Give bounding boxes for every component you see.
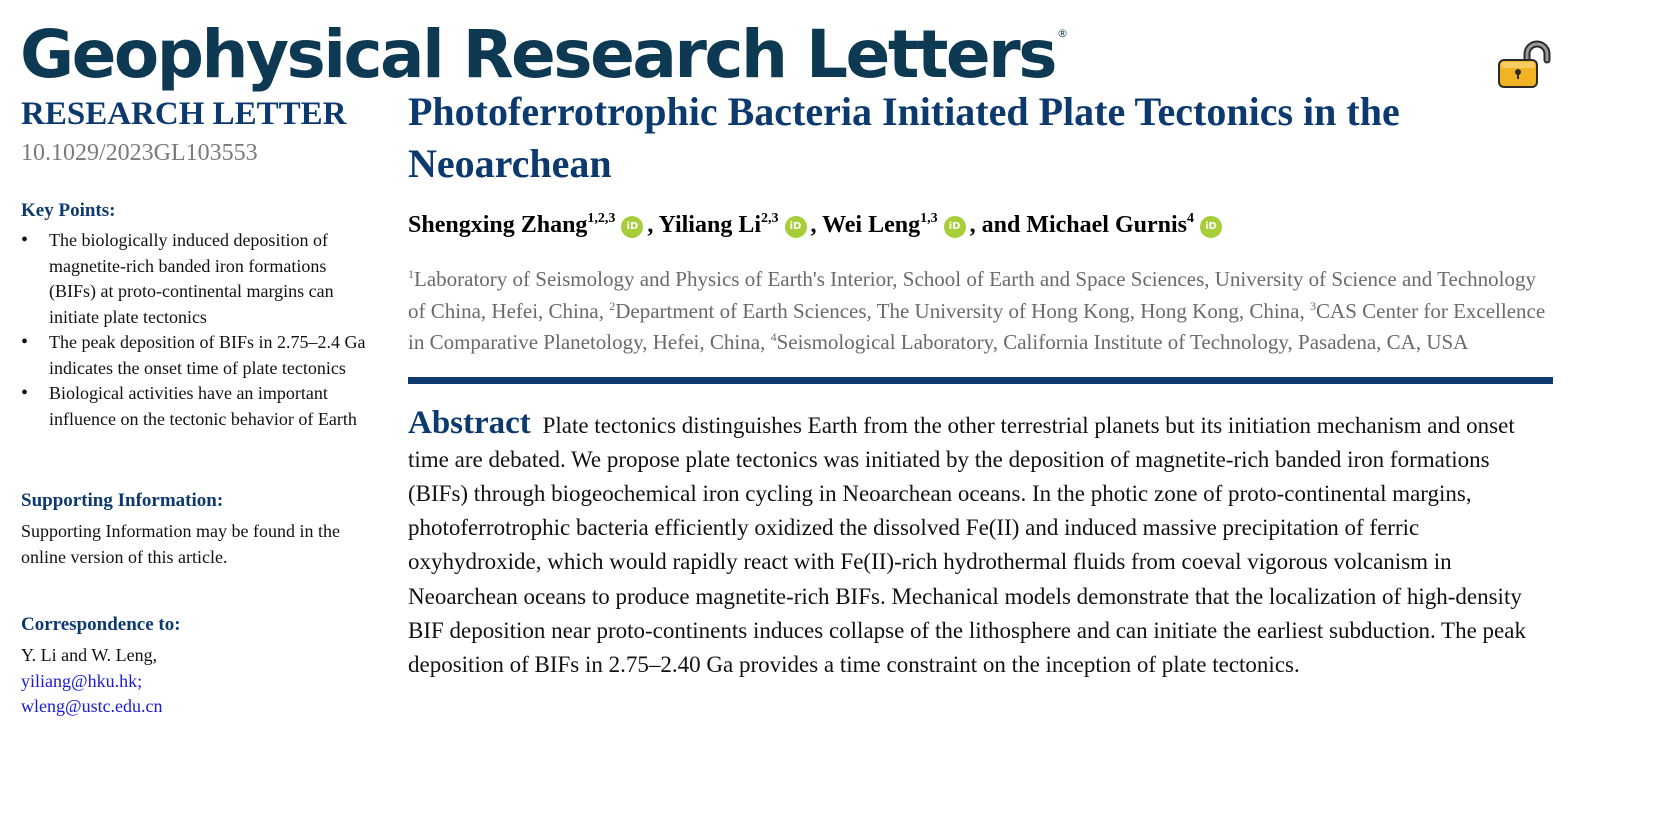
email-link-yiliang[interactable]: yiliang@hku.hk; <box>21 670 143 691</box>
author-separator: , <box>810 212 823 238</box>
correspondence-block <box>21 643 366 720</box>
author-name[interactable]: Shengxing Zhang <box>408 212 588 238</box>
orcid-icon[interactable]: iD <box>785 216 807 238</box>
author-affil-sup: 1,2,3 <box>587 211 616 226</box>
author-affil-sup: 1,3 <box>920 211 938 226</box>
author-name[interactable]: Yiliang Li <box>658 212 761 238</box>
orcid-icon[interactable]: iD <box>944 216 966 238</box>
orcid-icon[interactable]: iD <box>1200 216 1222 238</box>
key-point-item: • The peak deposition of BIFs in 2.75–2.4 Ga indicates the onset time of plate tectonics <box>21 330 366 381</box>
article-type: RESEARCH LETTER <box>21 96 347 132</box>
affiliations <box>408 264 1553 359</box>
affil-number: 4 <box>770 330 777 344</box>
affil-text: CAS Center for Excellence in Comparative Planetology, Hefei, China, <box>408 298 1546 354</box>
registered-mark: ® <box>1057 27 1069 40</box>
supporting-info-text: Supporting Information may be found in the online version of this article. <box>21 521 340 567</box>
paper-title: Photoferrotrophic Bacteria Initiated Plate Tectonics in the Neoarchean <box>408 89 1400 186</box>
affil-number: 1 <box>408 267 414 281</box>
affil-text: Laboratory of Seismology and Physics of Earth's Interior, School of Earth and Space Sciences, University of Science and Technology of China, Hefei, China, <box>408 267 1536 323</box>
abstract-text: Plate tectonics distinguishes Earth from the other terrestrial planets but its initiation mechanism and onset time are debated. We propose plate tectonics was initiated by the deposition of magnetite-rich banded iron formations (BIFs) through biogeochemical iron cycling in Neoarchean oceans. In the photic zone of proto-continental margins, photoferrotrophic bacteria efficiently oxidized the dissolved Fe(II) and induced massive precipitation of ferric oxyhydroxide, which would rapidly react with Fe(II)-rich hydrothermal fluids from coeval vigorous volcanism in Neoarchean oceans to produce magnetite-rich BIFs. Mechanical models demonstrate that the localization of high-density BIF deposition near proto-continents induces collapse of the lithosphere and can initiate the earliest subduction. The peak deposition of BIFs in 2.75–2.40 Ga provides a time constraint on the inception of plate tectonics. <box>408 412 1526 677</box>
author-affil-sup: 2,3 <box>761 211 779 226</box>
key-points-heading: Key Points: <box>21 200 116 221</box>
article-main <box>408 86 1553 682</box>
author-separator: , <box>647 212 659 238</box>
doi[interactable]: 10.1029/2023GL103553 <box>21 140 258 166</box>
author-separator: , and <box>969 212 1027 238</box>
author-name[interactable]: Michael Gurnis <box>1026 212 1187 238</box>
affil-number: 3 <box>1310 298 1317 313</box>
key-point-item: • The biologically induced deposition of magnetite-rich banded iron formations (BIFs) at proto-continental margins can initiate plate tectonics <box>21 228 366 330</box>
key-point-item: • Biological activities have an important influence on the tectonic behavior of Earth <box>21 381 366 432</box>
supporting-info-heading: Supporting Information: <box>21 490 224 511</box>
key-points-list <box>21 228 366 432</box>
affil-number: 2 <box>609 298 616 313</box>
correspondence-heading: Correspondence to: <box>21 614 181 635</box>
sidebar <box>21 92 366 720</box>
affil-text: Department of Earth Sciences, The University of Hong Kong, Hong Kong, China, <box>615 298 1311 323</box>
correspondence-names: Y. Li and W. Leng, <box>21 645 158 665</box>
section-divider <box>408 377 1553 384</box>
abstract-heading: Abstract <box>408 404 531 441</box>
author-affil-sup: 4 <box>1186 211 1194 226</box>
affil-text: Seismological Laboratory, California Institute of Technology, Pasadena, CA, USA <box>776 330 1469 354</box>
author-name[interactable]: Wei Leng <box>822 212 921 238</box>
email-link-wleng[interactable]: wleng@ustc.edu.cn <box>21 696 163 716</box>
journal-title-text: Geophysical Research Letters <box>20 16 1056 93</box>
open-lock-icon[interactable] <box>1497 40 1555 90</box>
journal-title[interactable] <box>20 0 1068 95</box>
abstract <box>408 406 1553 683</box>
orcid-icon[interactable]: iD <box>621 216 643 238</box>
author-list <box>408 210 1553 240</box>
